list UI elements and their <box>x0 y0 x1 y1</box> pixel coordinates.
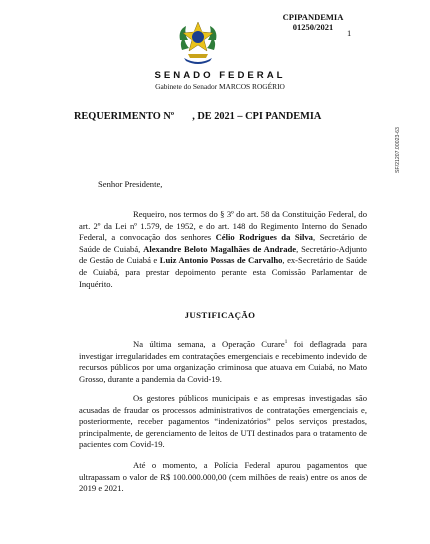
document-code <box>258 12 368 32</box>
request-paragraph <box>79 209 367 290</box>
person-name-1: Célio Rodrigues da Silva <box>215 232 313 243</box>
request-text-2: , Secretário de Saúde de Cuiabá, <box>79 232 367 254</box>
person-name-2: Alexandre Beloto Magalhães de Andrade <box>143 243 297 254</box>
justification-text-1a: Na última semana, a Operação Curare <box>133 339 285 349</box>
coat-of-arms-icon <box>176 20 220 66</box>
document-code-line1: CPIPANDEMIA <box>282 12 344 22</box>
request-text-3: , Secretário-Adjunto de Gestão de Cuiabá e <box>79 243 367 266</box>
justification-heading: JUSTIFICAÇÃO <box>184 310 256 320</box>
side-code-text: SF/21207.00023-63 <box>395 127 401 173</box>
document-code-line2: 01250/2021 <box>292 22 334 32</box>
justification-text-1b: foi deflagrada para investigar irregularidades em contratações emergenciais e recebimento indevido de recursos públicos por uma organização criminosa que atuava em Cuiabá, no Mato Grosso, durante a pandemia da Covid-19. <box>79 339 367 384</box>
justification-paragraph-1 <box>79 339 367 385</box>
justification-paragraph-2: Os gestores públicos municipais e as empresas investigadas são acusadas de fraudar os processos administrativos de contratações emergenciais e, posteriormente, receber pagamentos “indenizatórios” pelos serviços prestados, principalmente, de gerenciamento de leitos de UTI destinados para o tratamento de pacientes com Covid-19. <box>79 393 367 450</box>
request-text-4: , ex-Secretário de Saúde de Cuiabá, para prestar depoimento perante esta Comissão Parlamentar de Inquérito. <box>79 255 367 289</box>
request-text-1: Requeiro, nos termos do § 3º do art. 58 da Constituição Federal, do art. 2º da Lei nº 1.579, de 1952, e do art. 148 do Regimento Interno do Senado Federal, a convocação dos senhores <box>79 209 367 243</box>
justification-paragraph-3: Até o momento, a Polícia Federal apurou pagamentos que ultrapassam o valor de R$ 100.000.000,00 (cem milhões de reais) entre os anos de 2019 e 2021. <box>79 460 367 494</box>
person-name-3: Luiz Antonio Possas de Carvalho <box>159 255 283 266</box>
footnote-marker: 1 <box>284 339 288 346</box>
institution-name: SENADO FEDERAL <box>154 70 286 81</box>
office-name: Gabinete do Senador MARCOS ROGÉRIO <box>155 82 285 91</box>
document-title: REQUERIMENTO Nº , DE 2021 – CPI PANDEMIA <box>74 111 322 122</box>
side-code <box>390 82 401 177</box>
salutation: Senhor Presidente, <box>98 179 163 189</box>
page-number: 1 <box>347 28 352 38</box>
